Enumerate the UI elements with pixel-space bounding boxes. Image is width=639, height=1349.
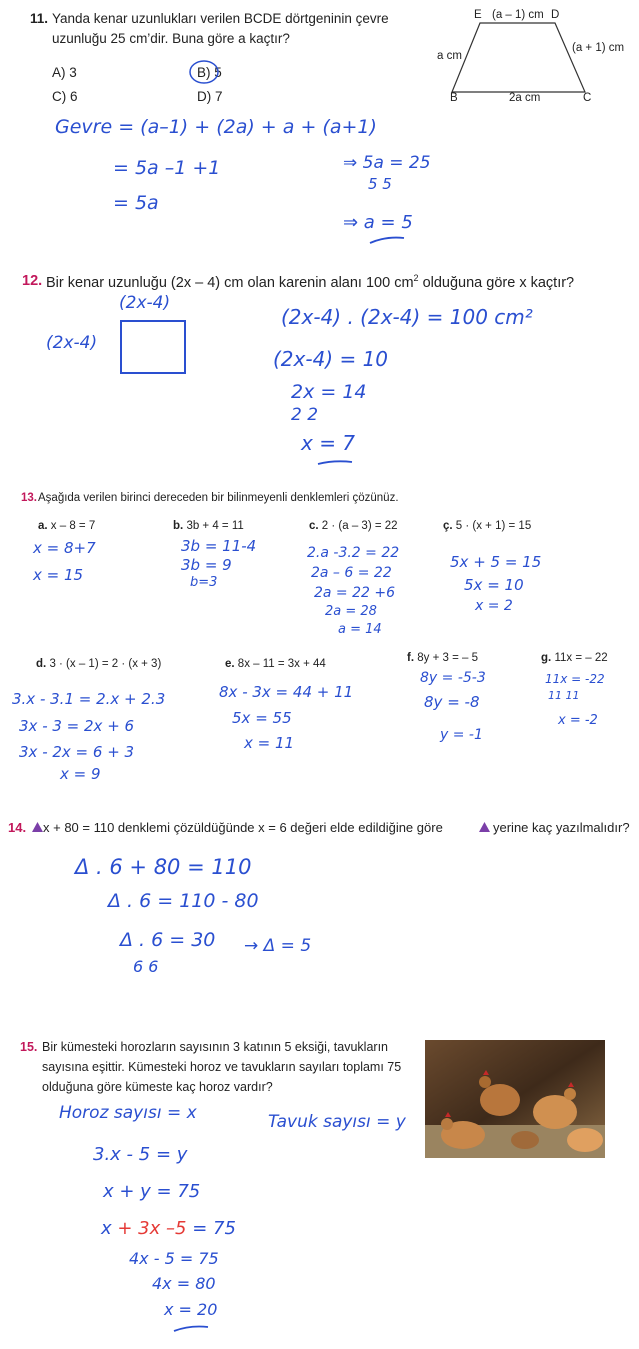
vertex-b: B [450, 92, 458, 104]
hw-line: 2 2 [291, 405, 319, 425]
part-b-equation: b. 3b + 4 = 11 [173, 520, 244, 532]
hw-line: 6 6 [133, 957, 159, 976]
hw-line: x = 9 [60, 765, 101, 783]
hw-line: 3x - 3 = 2x + 6 [19, 717, 135, 735]
hw-line: ⇒ a = 5 [343, 212, 413, 233]
question-text: Aşağıda verilen birinci dereceden bir bilinmeyenli denklemleri çözünüz. [38, 492, 399, 504]
hw-line: 3b = 9 [181, 556, 232, 574]
part-c-cedilla-equation: ç. 5 · (x + 1) = 15 [443, 520, 532, 532]
part-f-equation: f. 8y + 3 = – 5 [407, 652, 478, 664]
hw-line: 4x - 5 = 75 [129, 1249, 219, 1268]
hw-line: 3b = 11-4 [181, 537, 257, 555]
option-b-circle [188, 58, 222, 86]
side-top-label: (a – 1) cm [492, 9, 544, 21]
hw-line: b=3 [190, 575, 218, 590]
hw-line: Δ . 6 = 30 [120, 929, 216, 951]
answer-underline [316, 458, 356, 468]
question-text-line2: uzunluğu 25 cm’dir. Buna göre a kaçtır? [52, 31, 290, 46]
part-e-equation: e. 8x – 11 = 3x + 44 [225, 658, 326, 670]
question-number: 13. [21, 492, 37, 504]
trapezoid-figure [450, 20, 590, 100]
hw-line: x = 2 [475, 598, 513, 614]
hw-line: x = 7 [301, 431, 356, 455]
question-text-a: x + 80 = 110 denklemi çözüldüğünde x = 6 değeri elde edildiğine göre [43, 820, 443, 835]
chicken-photo [425, 1040, 605, 1158]
hw-line: (2x-4) = 10 [273, 347, 389, 371]
answer-underline [172, 1323, 212, 1335]
hw-line: 8y = -5-3 [420, 670, 486, 686]
hw-line: x = -2 [558, 713, 598, 728]
hw-line: 2a = 28 [325, 604, 377, 619]
question-text-line3: olduğuna göre kümeste kaç horoz vardır? [42, 1080, 273, 1094]
vertex-d: D [551, 9, 560, 21]
hw-line: Tavuk sayısı = y [268, 1112, 406, 1132]
hw-line: Δ . 6 = 110 - 80 [108, 890, 259, 912]
option-c[interactable]: C) 6 [52, 89, 78, 104]
question-text: Bir kenar uzunluğu (2x – 4) cm olan karenin alanı 100 $cm^2$ olduğuna göre x kaçtır? [46, 273, 575, 291]
question-text-line1: Yanda kenar uzunlukları verilen BCDE dörtgeninin çevre [52, 11, 389, 26]
hw-line: a = 14 [338, 622, 382, 637]
hw-line: (2x-4) . (2x-4) = 100 cm² [281, 305, 533, 329]
hw-line: 5x + 5 = 15 [450, 553, 542, 571]
hw-line: 2.a -3.2 = 22 [307, 545, 400, 561]
hw-line: 5x = 55 [232, 709, 292, 727]
hw-line: y = -1 [440, 727, 483, 743]
hw-line: x = 15 [33, 566, 84, 584]
hw-line: = 5a [113, 192, 159, 214]
part-a-equation: a. x – 8 = 7 [38, 520, 96, 532]
hw-line: 2x = 14 [291, 381, 367, 403]
hw-line: 11 11 [548, 689, 580, 702]
square-top-label: (2x-4) [119, 293, 171, 313]
hw-line: x + 3x –5 = 75 [101, 1218, 236, 1239]
question-number: 11. [30, 11, 49, 26]
hw-line: 4x = 80 [152, 1274, 216, 1293]
answer-underline [368, 234, 408, 246]
question-text-line1: Bir kümesteki horozların sayısının 3 katının 5 eksiği, tavukların [42, 1040, 388, 1054]
hw-line: x = 20 [164, 1300, 218, 1319]
part-c-equation: c. 2 · (a – 3) = 22 [309, 520, 398, 532]
purple-triangle-icon [479, 822, 490, 832]
purple-triangle-icon [32, 822, 43, 832]
hw-line: 11x = -22 [545, 672, 605, 686]
hw-line: 8y = -8 [424, 693, 480, 711]
vertex-e: E [474, 9, 482, 21]
option-d[interactable]: D) 7 [197, 89, 223, 104]
part-d-equation: d. 3 · (x – 1) = 2 · (x + 3) [36, 658, 162, 670]
hw-line: 3.x - 5 = y [93, 1144, 188, 1165]
hw-line: 2a = 22 +6 [314, 585, 396, 601]
hw-line: 3x - 2x = 6 + 3 [19, 743, 135, 761]
hw-line: x = 8+7 [33, 539, 96, 557]
hw-line: 3.x - 3.1 = 2.x + 2.3 [12, 690, 166, 708]
hw-line: 2a – 6 = 22 [311, 565, 392, 581]
hw-line: → Δ = 5 [244, 936, 312, 956]
hw-line: Gevre = (a–1) + (2a) + a + (a+1) [55, 116, 377, 138]
side-bottom-label: 2a cm [509, 92, 541, 104]
hw-line: 5 5 [368, 175, 392, 193]
option-a[interactable]: A) 3 [52, 65, 77, 80]
hw-line: Δ . 6 + 80 = 110 [75, 855, 252, 879]
hw-line: 8x - 3x = 44 + 11 [219, 683, 354, 701]
question-number: 15. [20, 1040, 38, 1054]
side-left-label: a cm [437, 50, 462, 62]
hw-line: Horoz sayısı = x [59, 1103, 197, 1123]
side-right-label: (a + 1) cm [572, 42, 625, 54]
question-number: 12. [22, 273, 43, 289]
square-drawing [120, 320, 186, 374]
question-text-b: yerine kaç yazılmalıdır? [493, 820, 630, 835]
square-left-label: (2x-4) [46, 333, 98, 353]
hw-line: = 5a –1 +1 [113, 157, 221, 179]
question-number: 14. [8, 820, 27, 835]
part-g-equation: g. 11x = – 22 [541, 652, 608, 664]
hw-line: x + y = 75 [103, 1181, 201, 1202]
hw-line: ⇒ 5a = 25 [343, 153, 431, 173]
hw-line: x = 11 [244, 734, 295, 752]
question-text-line2: sayısına eşittir. Kümesteki horoz ve tavukların sayıları toplamı 75 [42, 1060, 402, 1074]
hw-line: 5x = 10 [464, 576, 524, 594]
option-b[interactable]: B) 5 [197, 65, 222, 80]
vertex-c: C [583, 92, 592, 104]
